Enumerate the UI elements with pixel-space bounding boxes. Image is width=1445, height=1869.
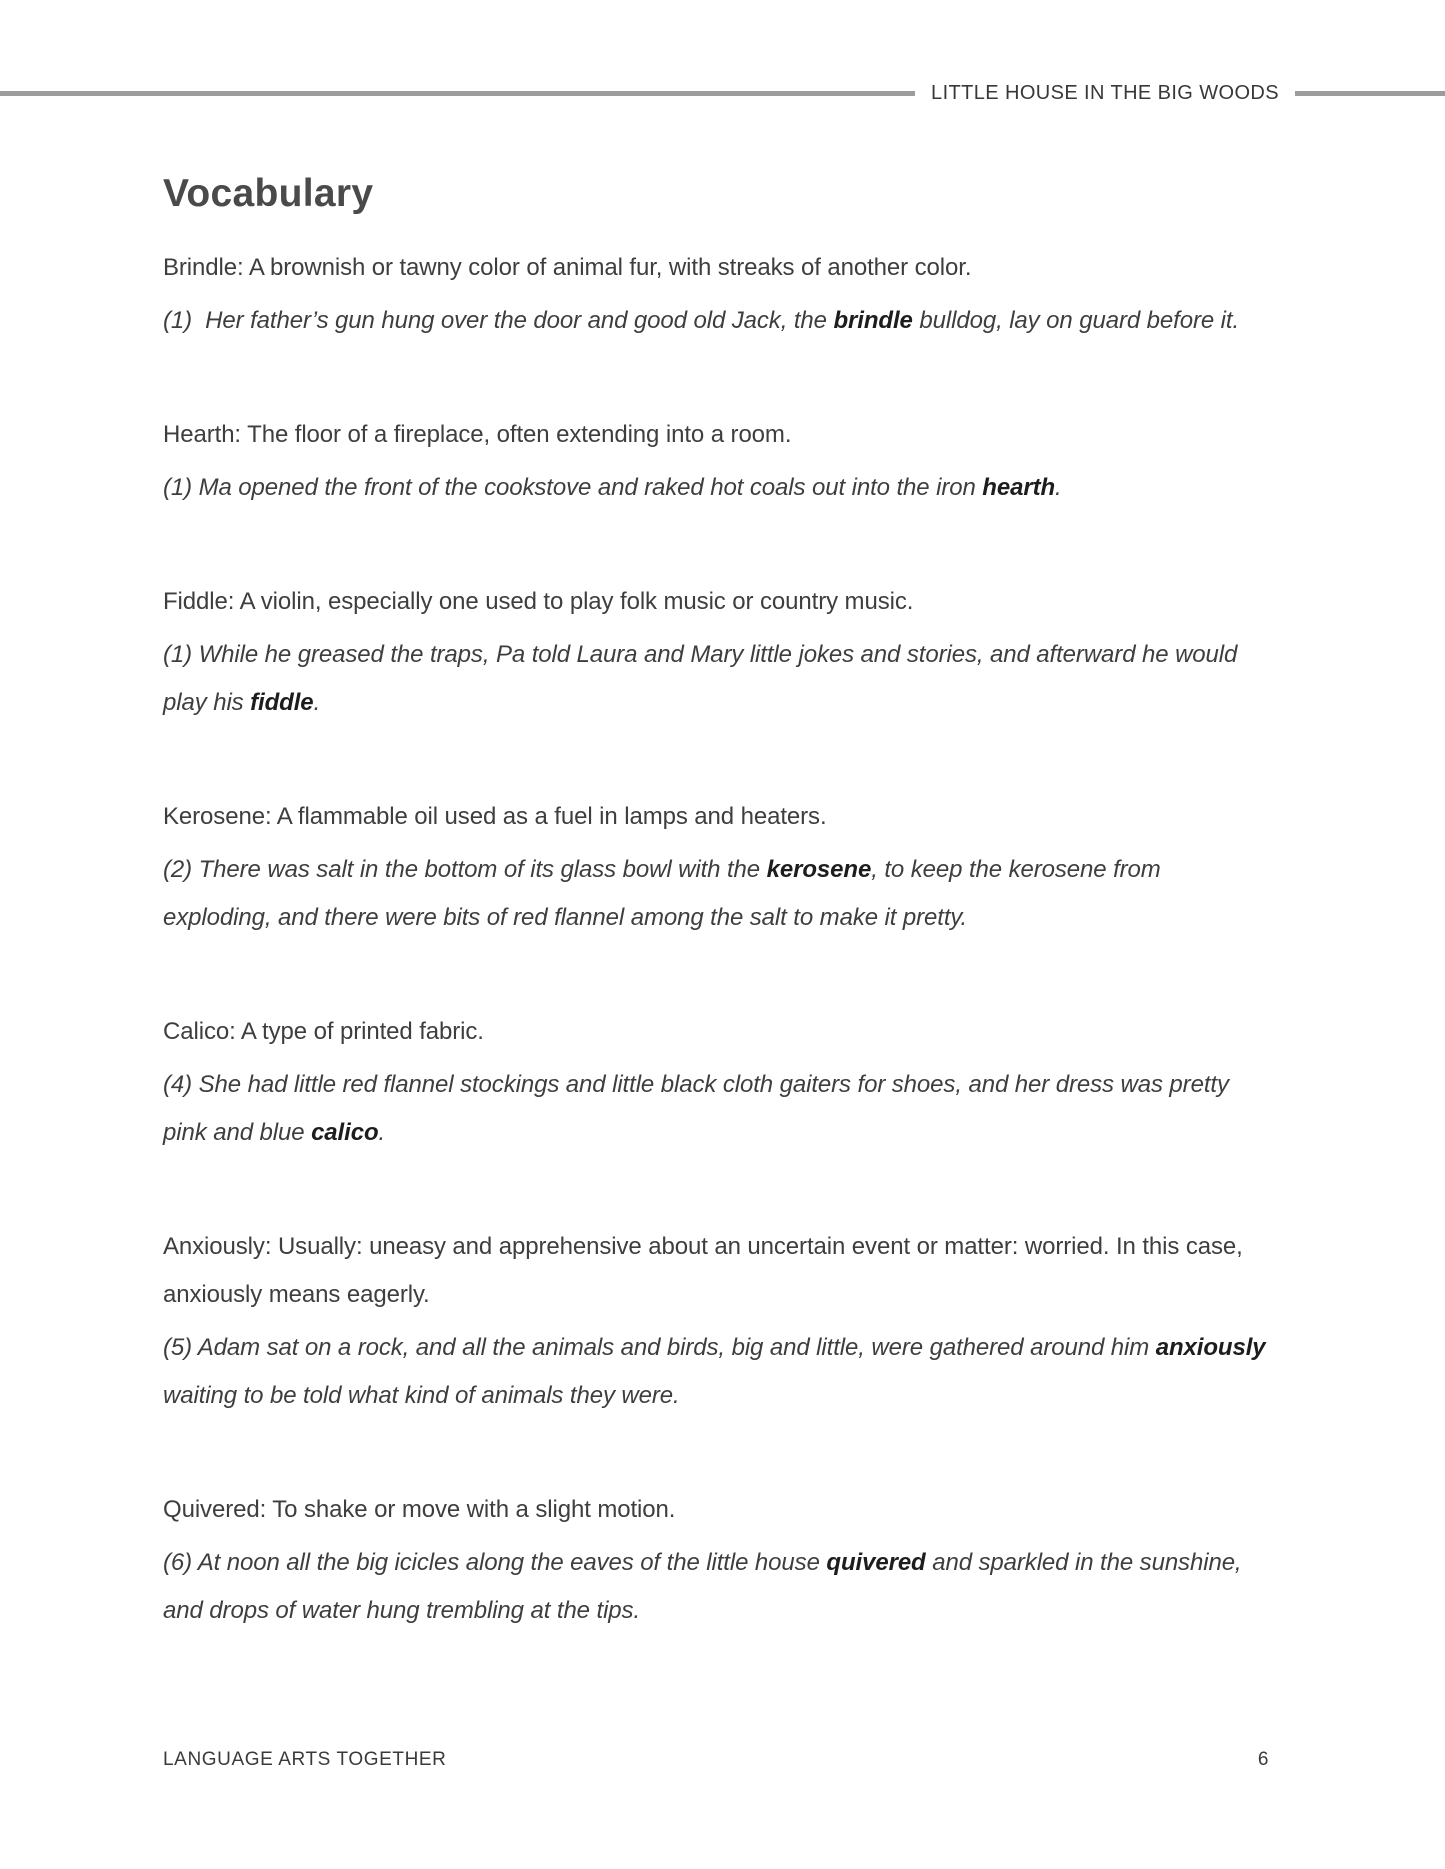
vocab-word-bold: calico [311, 1119, 379, 1146]
page-number: 6 [1257, 1749, 1269, 1770]
page-footer [163, 1749, 1269, 1771]
example-prefix: (1) Her father’s gun hung over the door and good old Jack, the [163, 307, 834, 334]
example-sentence [163, 1061, 1269, 1157]
definition-text: Quivered: To shake or move with a slight motion. [163, 1496, 676, 1523]
example-prefix: (1) While he greased the traps, Pa told Laura and Mary little jokes and stories, and afterward he would play his [163, 641, 1244, 716]
vocab-entry-anxiously [163, 1223, 1273, 1420]
vocab-word-bold: quivered [826, 1549, 926, 1576]
example-sentence [163, 1539, 1269, 1635]
example-suffix: . [378, 1119, 386, 1146]
running-head-book-title: LITTLE HOUSE IN THE BIG WOODS [931, 82, 1279, 104]
header-rule-right [1295, 91, 1445, 96]
example-suffix: waiting to be told what kind of animals they were. [163, 1334, 1273, 1409]
definition-text: Kerosene: A flammable oil used as a fuel in lamps and heaters. [163, 803, 827, 830]
footer-brand: LANGUAGE ARTS TOGETHER [163, 1749, 447, 1770]
vocab-word-bold: anxiously [1155, 1334, 1266, 1361]
definition-text: Brindle: A brownish or tawny color of animal fur, with streaks of another color. [163, 254, 972, 281]
vocab-entry-kerosene [163, 793, 1269, 942]
vocab-entry-brindle [163, 244, 1269, 345]
vocab-word-bold: fiddle [250, 689, 314, 716]
page-header [0, 82, 1445, 105]
example-suffix: , to keep the kerosene from exploding, and there were bits of red flannel among the salt to make it pretty. [163, 856, 1168, 931]
example-suffix: . [1055, 474, 1062, 501]
example-suffix: . [313, 689, 321, 716]
vocab-entry-calico [163, 1008, 1269, 1157]
example-sentence [163, 1324, 1273, 1420]
vocab-entry-fiddle [163, 578, 1269, 727]
vocab-word-bold: kerosene [766, 856, 872, 883]
example-prefix: (6) At noon all the big icicles along the eaves of the little house [163, 1549, 827, 1576]
example-suffix: bulldog, lay on guard before it. [912, 307, 1240, 334]
example-prefix: (5) Adam sat on a rock, and all the animals and birds, big and little, were gathered around him [163, 1334, 1156, 1361]
example-sentence [163, 297, 1269, 345]
example-suffix: and sparkled in the sunshine, and drops of water hung trembling at the tips. [163, 1549, 1249, 1624]
vocab-entry-quivered [163, 1486, 1269, 1635]
page-title: Vocabulary [163, 172, 374, 215]
example-prefix: (1) Ma opened the front of the cookstove and raked hot coals out into the iron [163, 474, 983, 501]
vocabulary-content [163, 172, 1273, 1635]
vocab-entry-hearth [163, 411, 1269, 512]
example-prefix: (2) There was salt in the bottom of its glass bowl with the [163, 856, 767, 883]
example-sentence [163, 846, 1269, 942]
definition-text: Fiddle: A violin, especially one used to play folk music or country music. [163, 588, 914, 615]
definition-text: Calico: A type of printed fabric. [163, 1018, 484, 1045]
vocab-word-bold: brindle [833, 307, 913, 334]
header-rule-left [0, 91, 915, 96]
vocab-word-bold: hearth [982, 474, 1056, 501]
example-prefix: (4) She had little red flannel stockings and little black cloth gaiters for shoes, and her dress was pretty pink and blue [163, 1071, 1236, 1146]
definition-text: Hearth: The floor of a fireplace, often extending into a room. [163, 421, 792, 448]
example-sentence [163, 464, 1269, 512]
definition-text: Anxiously: Usually: uneasy and apprehensive about an uncertain event or matter: worried. In this case, anxiously means eagerly. [163, 1233, 1243, 1308]
example-sentence [163, 631, 1269, 727]
